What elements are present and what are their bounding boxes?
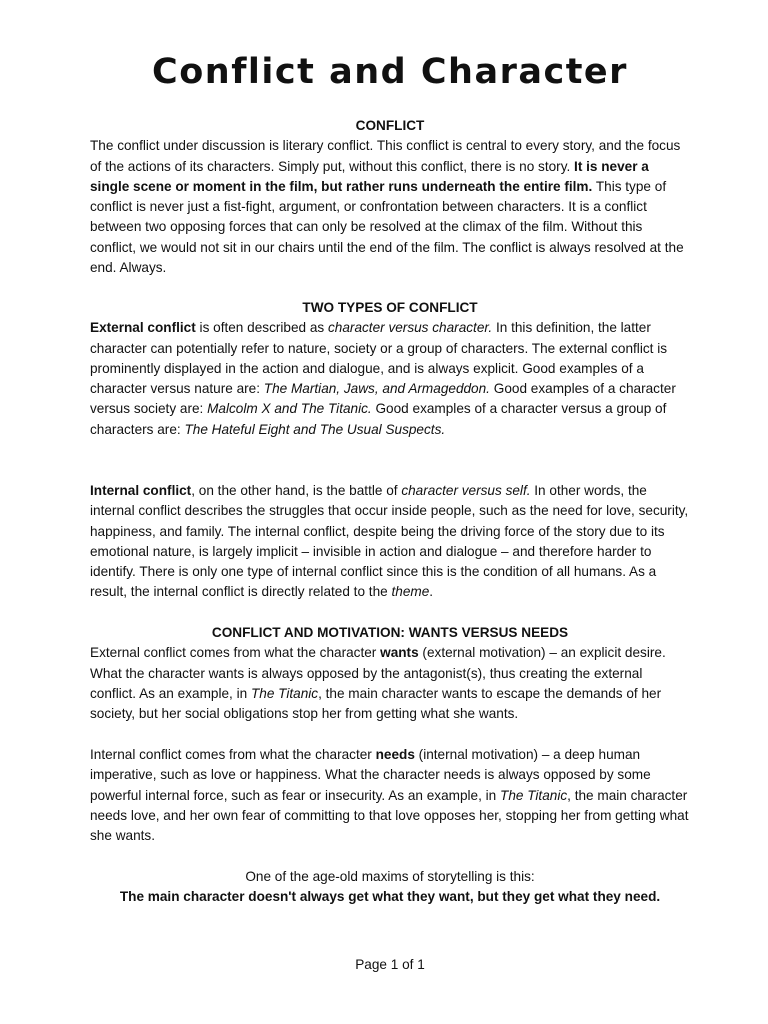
internal-text-1: , on the other hand, is the battle of	[191, 483, 402, 498]
internal-text-3: .	[429, 584, 434, 600]
external-conflict-term: External conflict	[90, 320, 196, 336]
section-heading-types: TWO TYPES OF CONFLICT	[302, 300, 478, 315]
needs-italic: The Titanic	[500, 787, 568, 803]
section-heading-conflict: CONFLICT	[355, 118, 425, 133]
section-heading-motivation: CONFLICT AND MOTIVATION: WANTS VERSUS NEEDS	[211, 625, 569, 640]
maxim-block	[90, 867, 690, 908]
internal-conflict-paragraph	[90, 481, 690, 603]
internal-text-2: In other words, the internal conflict describes the struggles that occur inside people, such as the need for love, security, happiness, and family. The internal conflict, despite being the driving force of the story due to its emotional nature, is largely implicit – invisible in action and dialogue – and therefore harder to identify. There is only one type of internal conflict since this is the condition of all humans. As a result, the internal conflict is directly related to the	[90, 483, 689, 600]
needs-text-3: , the main character needs love, and her own fear of committing to that love opposes her, stopping her from getting what she wants.	[90, 787, 689, 844]
types-section	[90, 298, 690, 440]
external-text-2: In this definition, the latter character can potentially refer to nature, society or a group of characters. The external conflict is prominently displayed in the action and dialogue, and is always explicit. Good examples of a character versus nature are:	[90, 320, 668, 397]
needs-paragraph	[90, 745, 690, 846]
conflict-intro-text: The conflict under discussion is literary conflict. This conflict is central to every story, and the focus of the actions of its characters. Simply put, without this conflict, there is no story.	[90, 138, 681, 174]
maxim-intro: One of the age-old maxims of storytelling is this:	[245, 869, 535, 884]
needs-block	[90, 745, 690, 846]
motivation-section	[90, 623, 690, 724]
external-italic-4: The Hateful Eight and The Usual Suspects.	[184, 421, 446, 437]
external-text-1: is often described as	[195, 320, 328, 336]
wants-bold: wants	[380, 645, 419, 661]
external-italic-2: The Martian, Jaws, and Armageddon.	[263, 381, 490, 397]
wants-text-1: External conflict comes from what the character	[90, 645, 381, 661]
wants-paragraph	[90, 643, 690, 724]
needs-text-1: Internal conflict comes from what the character	[90, 747, 376, 762]
wants-text-2: (external motivation) – an explicit desire. What the character wants is always opposed by the antagonist(s), thus creating the external conflict. As an example, in	[90, 645, 666, 701]
external-text-3: Good examples of a character versus society are:	[90, 381, 676, 417]
internal-conflict-term: Internal conflict	[90, 483, 192, 498]
page-footer: Page 1 of 1	[355, 957, 425, 972]
conflict-rest-text: This type of conflict is never just a fist-fight, argument, or confrontation between characters. It is a conflict between two opposing forces that can only be resolved at the climax of the film. Without this conflict, we would not sit in our chairs until the end of the film. The conflict is always resolved at the end. Always.	[90, 178, 684, 276]
external-italic-3: Malcolm X and The Titanic.	[207, 401, 372, 417]
needs-text-2: (internal motivation) – a deep human imperative, such as love or happiness. What the character needs is always opposed by some powerful internal force, such as fear or insecurity. As an example, in	[90, 747, 651, 803]
external-conflict-paragraph	[90, 318, 690, 440]
internal-italic-2: theme	[391, 584, 430, 600]
external-italic-1: character versus character.	[328, 320, 493, 336]
internal-conflict-block	[90, 481, 690, 603]
external-text-4: Good examples of a character versus a group of characters are:	[90, 401, 667, 437]
conflict-section	[90, 116, 690, 278]
internal-italic-1: character versus self.	[401, 483, 531, 498]
wants-italic: The Titanic	[250, 685, 319, 701]
wants-text-3: , the main character wants to escape the demands of her society, but her social obligations stop her from getting what she wants.	[90, 685, 662, 722]
document-title: Conflict and Character	[152, 52, 628, 92]
conflict-paragraph	[90, 136, 690, 278]
needs-bold: needs	[375, 747, 415, 762]
conflict-emphasis-text: It is never a single scene or moment in the film, but rather runs underneath the entire film.	[90, 158, 649, 194]
maxim-quote: The main character doesn't always get what they want, but they get what they need.	[119, 889, 661, 905]
